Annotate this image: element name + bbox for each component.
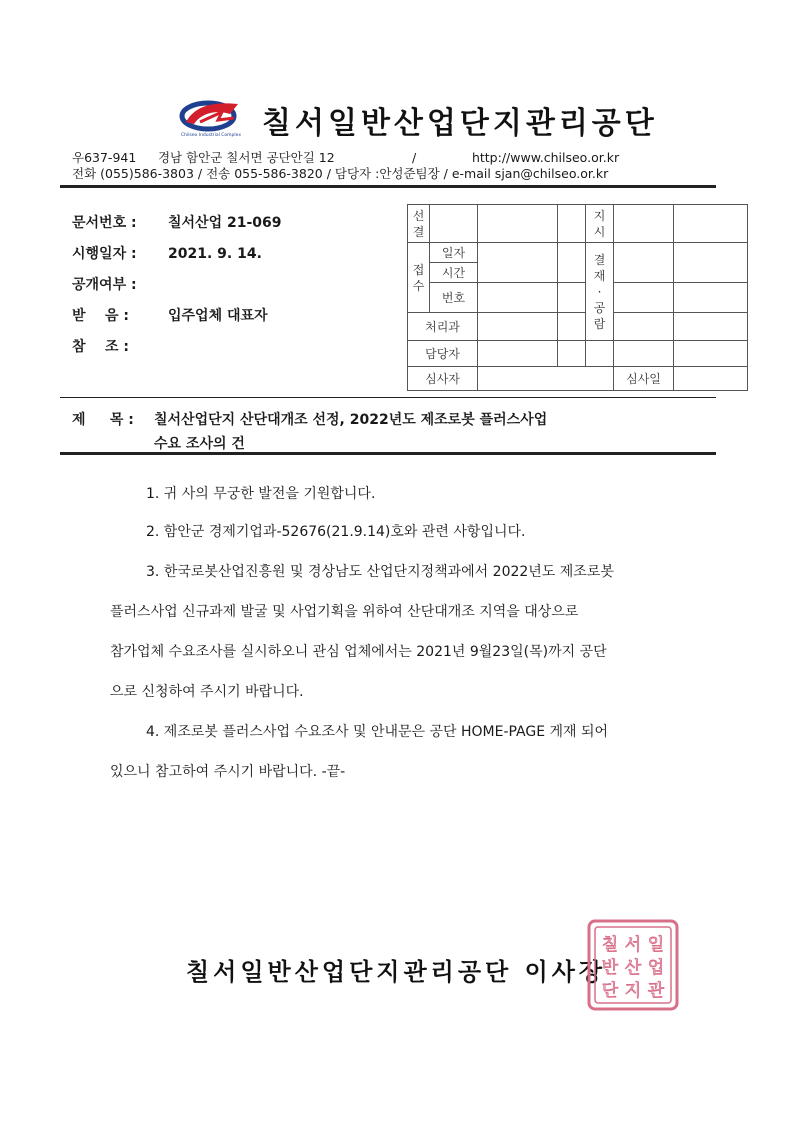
reference-label: 참 조 : [72, 339, 130, 355]
website-link[interactable]: http://www.chilseo.or.kr [471, 150, 620, 165]
svg-text:반: 반 [601, 958, 619, 978]
subject-block [72, 408, 547, 456]
address-separator: / [411, 150, 417, 165]
recipient: 입주업체 대표자 [168, 308, 268, 324]
cell-reviewer: 심사자 [408, 367, 478, 391]
paragraph-2: 2. 함안군 경제기업과-52676(21.9.14)호와 관련 사항입니다. [146, 524, 526, 540]
approval-table [407, 204, 748, 391]
svg-text:지: 지 [624, 981, 642, 1001]
cell-blank [478, 367, 614, 391]
issue-date-label: 시행일자 : [72, 246, 137, 262]
doc-number: 칠서산업 21-069 [168, 215, 282, 231]
svg-text:서: 서 [624, 935, 642, 955]
paragraph-4-line-2: 있으니 참고하여 주시기 바랍니다. -끝- [110, 764, 346, 780]
svg-text:일: 일 [647, 935, 665, 955]
paragraph-3-line-2: 플러스사업 신규과제 발굴 및 사업기획을 위하여 산단대개조 지역을 대상으로 [110, 604, 579, 620]
cell-time-label: 시간 [430, 263, 478, 283]
cell-blank [674, 205, 748, 243]
cell-blank [674, 313, 748, 341]
paragraph-4-line-1: 4. 제조로봇 플러스사업 수요조사 및 안내문은 공단 HOME-PAGE 게재 되어 [146, 724, 609, 740]
cell-blank [558, 205, 586, 243]
org-title: 칠서일반산업단지관리공단 [262, 106, 658, 141]
subject-line-2: 수요 조사의 건 [154, 436, 245, 452]
cell-instruction: 지 시 [586, 205, 614, 243]
cell-blank [674, 341, 748, 367]
cell-blank [614, 243, 674, 283]
paragraph-3-line-4: 으로 신청하여 주시기 바랍니다. [110, 684, 304, 700]
cell-blank [478, 205, 558, 243]
header-rule [60, 185, 716, 188]
cell-blank [614, 341, 674, 367]
cell-processing-dept: 처리과 [408, 313, 478, 341]
cell-pre-approval: 선 결 [408, 205, 430, 243]
disclosure-label: 공개여부 : [72, 277, 137, 293]
cell-blank [614, 205, 674, 243]
address: 경남 함안군 칠서면 공단안길 12 [157, 150, 335, 165]
cell-blank [614, 283, 674, 313]
cell-blank [478, 313, 558, 341]
cell-blank [478, 341, 558, 367]
postal-code: 우637-941 [72, 150, 137, 165]
signature-line: 칠서일반산업단지관리공단 이사장 [186, 958, 607, 986]
meta-rule [60, 397, 716, 398]
subject-label: 제 목 : [72, 412, 134, 428]
cell-number-label: 번호 [430, 283, 478, 313]
document-body [110, 480, 720, 782]
cell-date-label: 일자 [430, 243, 478, 263]
cell-blank [558, 283, 586, 313]
cell-approval-review: 결 재 · 공 람 [586, 243, 614, 341]
org-logo-icon [178, 98, 244, 138]
contact-phone-line: 전화 (055)586-3803 / 전송 055-586-3820 / 담당자 :안성준팀장 / e-mail sjan@chilseo.or.kr [72, 166, 609, 181]
document-meta [72, 212, 282, 367]
subject-line-1: 칠서산업단지 산단대개조 선정, 2022년도 제조로봇 플러스사업 [154, 412, 548, 428]
paragraph-1: 1. 귀 사의 무궁한 발전을 기원합니다. [146, 486, 376, 502]
recipient-label: 받 음 : [72, 308, 130, 324]
subject-rule [60, 452, 716, 455]
svg-text:산: 산 [624, 958, 642, 978]
svg-text:칠: 칠 [601, 935, 619, 955]
cell-blank [558, 313, 586, 341]
contact-block [72, 150, 722, 182]
doc-number-label: 문서번호 : [72, 215, 137, 231]
logo-caption: Chilseo Industrial Complex [180, 133, 242, 138]
cell-person-in-charge: 담당자 [408, 341, 478, 367]
official-seal-icon [586, 918, 680, 1012]
cell-blank [614, 313, 674, 341]
cell-receipt: 접 수 [408, 243, 430, 313]
cell-blank [430, 205, 478, 243]
cell-blank [674, 367, 748, 391]
cell-blank [586, 341, 614, 367]
paragraph-3-line-3: 참가업체 수요조사를 실시하오니 관심 업체에서는 2021년 9월23일(목)까지 공단 [110, 644, 607, 660]
cell-review-date: 심사일 [614, 367, 674, 391]
cell-blank [478, 243, 558, 283]
svg-text:관: 관 [647, 981, 665, 1001]
cell-blank [558, 243, 586, 283]
letterhead [0, 92, 800, 148]
svg-text:업: 업 [647, 958, 665, 978]
issue-date: 2021. 9. 14. [168, 246, 262, 262]
cell-blank [674, 243, 748, 283]
cell-blank [674, 283, 748, 313]
cell-blank [558, 341, 586, 367]
svg-text:단: 단 [601, 981, 619, 1001]
paragraph-3-line-1: 3. 한국로봇산업진흥원 및 경상남도 산업단지정책과에서 2022년도 제조로봇 [146, 564, 614, 580]
cell-blank [478, 283, 558, 313]
